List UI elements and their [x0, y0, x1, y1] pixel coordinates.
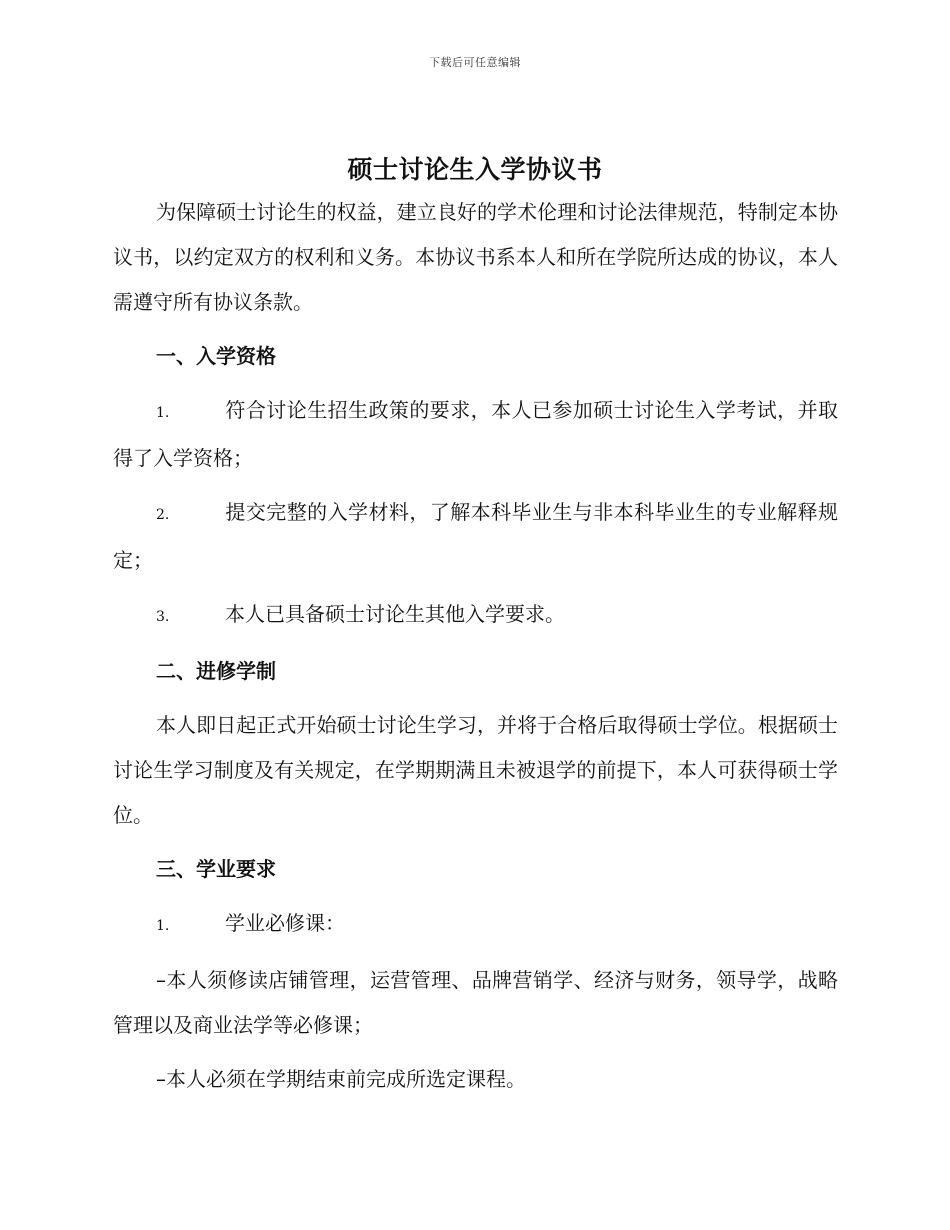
section-heading-admission: 一、入学资格 [156, 344, 276, 368]
header-note: 下载后可任意编辑 [429, 56, 521, 69]
document-body [113, 190, 838, 1102]
list-item-text: 学业必修课： [225, 911, 345, 935]
section-heading-study-system: 二、进修学制 [156, 659, 276, 683]
list-item-number: 1. [156, 918, 170, 934]
list-item [113, 388, 838, 481]
list-item-text: 本人已具备硕士讨论生其他入学要求。 [225, 602, 565, 626]
section-heading-academic-requirements: 三、学业要求 [156, 857, 276, 881]
intro-paragraph: 为保障硕士讨论生的权益，建立良好的学术伦理和讨论法律规范，特制定本协议书，以约定双方的权利和义务。本协议书系本人和所在学院所达成的协议，本人需遵守所有协议条款。 [113, 200, 838, 314]
list-item [113, 901, 838, 949]
list-item-number: 1. [156, 405, 170, 421]
list-item-text: 提交完整的入学材料，了解本科毕业生与非本科毕业生的专业解释规定； [113, 500, 838, 572]
list-item [113, 592, 838, 640]
list-item-text: 符合讨论生招生政策的要求，本人已参加硕士讨论生入学考试，并取得了入学资格； [113, 398, 838, 470]
list-item-number: 3. [156, 609, 170, 625]
list-item-number: 2. [156, 507, 170, 523]
bullet-item: –本人须修读店铺管理，运营管理、品牌营销学、经济与财务，领导学，战略管理以及商业法学等必修课； [113, 968, 838, 1037]
document-title: 硕士讨论生入学协议书 [347, 155, 603, 184]
bullet-item: –本人必须在学期结束前完成所选定课程。 [156, 1067, 526, 1091]
list-item [113, 490, 838, 583]
study-system-paragraph: 本人即日起正式开始硕士讨论生学习，并将于合格后取得硕士学位。根据硕士讨论生学习制度及有关规定，在学期期满且未被退学的前提下，本人可获得硕士学位。 [113, 713, 838, 827]
